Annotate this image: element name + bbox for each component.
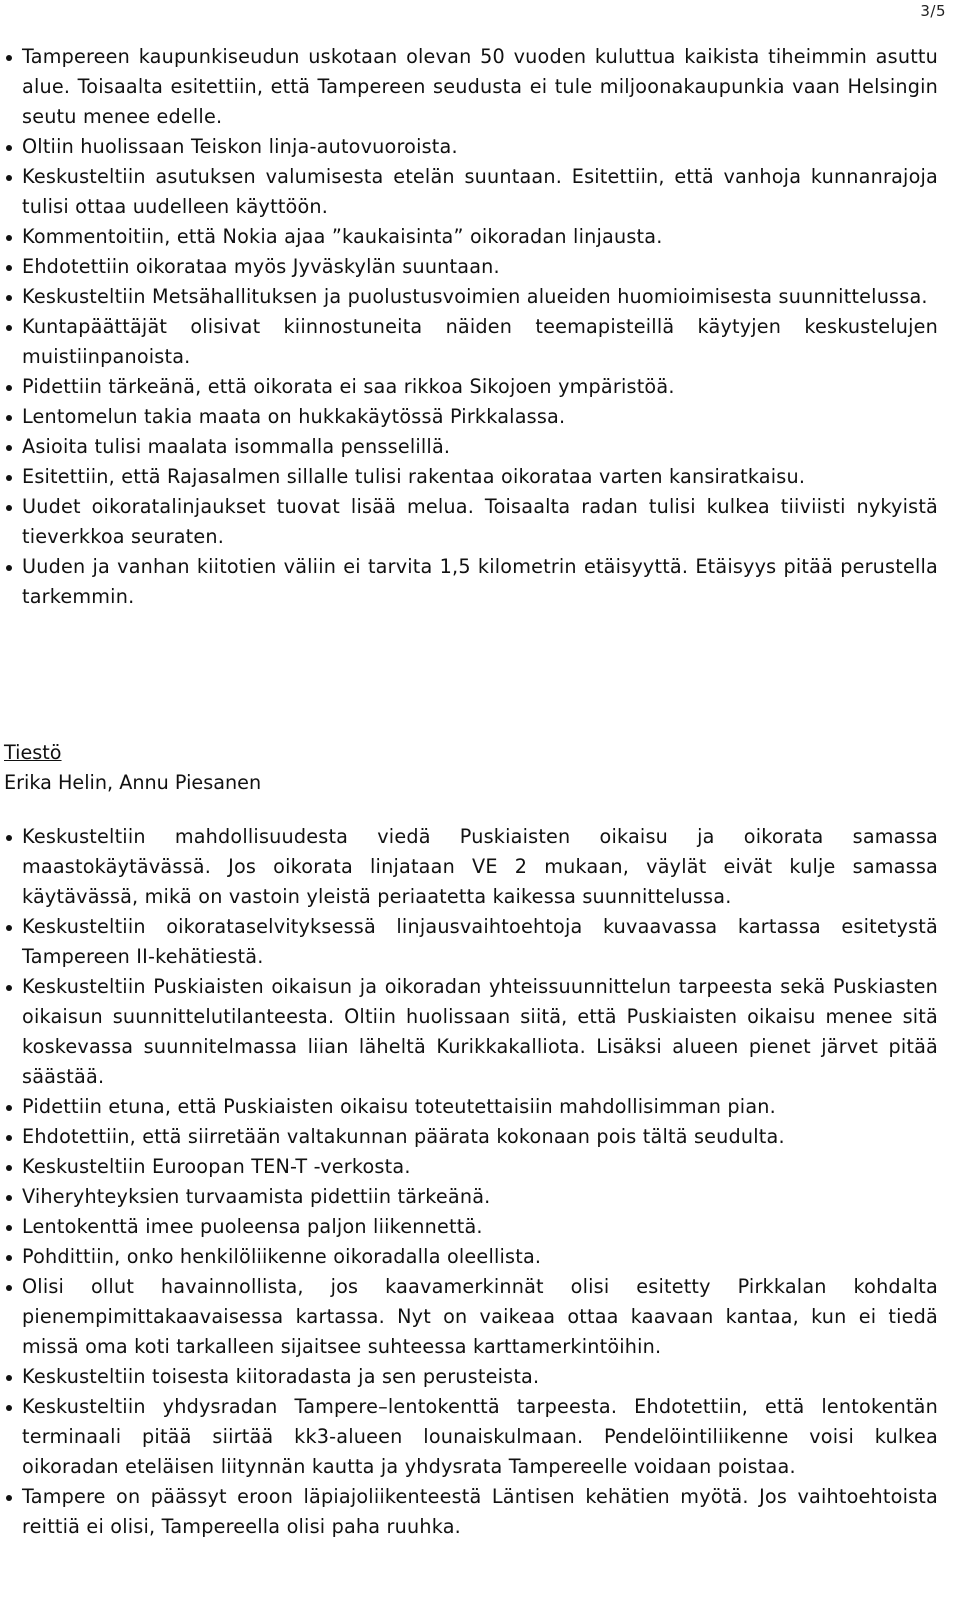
list-item-text: Asioita tulisi maalata isommalla pensselillä. (22, 435, 451, 458)
bullet-icon (4, 282, 20, 312)
list-item-text: Keskusteltiin Euroopan TEN-T -verkosta. (22, 1155, 411, 1178)
list-item-text: Esitettiin, että Rajasalmen sillalle tulisi rakentaa oikorataa varten kansiratkaisu. (22, 465, 806, 488)
list-item (4, 432, 938, 462)
list-item (4, 972, 938, 1092)
list-item-text: Lentokenttä imee puoleensa paljon liikennettä. (22, 1215, 483, 1238)
list-item (4, 822, 938, 912)
bullet-icon (4, 1272, 20, 1302)
list-item-text: Uuden ja vanhan kiitotien väliin ei tarvita 1,5 kilometrin etäisyyttä. Etäisyys pitää perustella tarkemmin. (22, 555, 938, 608)
bullet-icon (4, 372, 20, 402)
list-item (4, 492, 938, 552)
bullet-icon (4, 1242, 20, 1272)
list-item-text: Oltiin huolissaan Teiskon linja-autovuoroista. (22, 135, 458, 158)
list-item (4, 912, 938, 972)
list-item (4, 1092, 938, 1122)
list-item-text: Viheryhteyksien turvaamista pidettiin tärkeänä. (22, 1185, 491, 1208)
list-item-text: Ehdotettiin, että siirretään valtakunnan päärata kokonaan pois tältä seudulta. (22, 1125, 785, 1148)
bullet-icon (4, 912, 20, 942)
list-item (4, 222, 938, 252)
list-item (4, 1392, 938, 1482)
bullet-icon (4, 1392, 20, 1422)
list-item-text: Pohdittiin, onko henkilöliikenne oikoradalla oleellista. (22, 1245, 542, 1268)
section-authors: Erika Helin, Annu Piesanen (4, 771, 262, 794)
bullet-icon (4, 312, 20, 342)
list-item (4, 1272, 938, 1362)
list-item (4, 132, 938, 162)
list-item (4, 1182, 938, 1212)
list-item (4, 462, 938, 492)
list-item-text: Keskusteltiin oikorataselvityksessä linjausvaihtoehtoja kuvaavassa kartassa esitetystä Tampereen II-kehätiestä. (22, 915, 938, 968)
list-item-text: Pidettiin etuna, että Puskiaisten oikaisu toteutettaisiin mahdollisimman pian. (22, 1095, 776, 1118)
bullet-icon (4, 432, 20, 462)
list-item (4, 312, 938, 372)
list-item-text: Keskusteltiin Puskiaisten oikaisun ja oikoradan yhteissuunnittelun tarpeesta sekä Puskiasten oikaisun suunnittelutilanteesta. Oltiin huolissaan siitä, että Puskiaisten oikaisu menee sitä koskevassa suunnitelmassa liian läheltä Kurikkakalliota. Lisäksi alueen pienet järvet pitää säästää. (22, 975, 938, 1088)
bullet-icon (4, 42, 20, 72)
bullet-icon (4, 222, 20, 252)
list-item-text: Tampereen kaupunkiseudun uskotaan olevan 50 vuoden kuluttua kaikista tiheimmin asuttu alue. Toisaalta esitettiin, että Tampereen seudusta ei tule miljoonakaupunkia vaan Helsingin seutu menee edelle. (22, 45, 938, 128)
list-item-text: Keskusteltiin Metsähallituksen ja puolustusvoimien alueiden huomioimisesta suunnittelussa. (22, 285, 928, 308)
list-item (4, 1242, 938, 1272)
list-item-text: Keskusteltiin mahdollisuudesta viedä Puskiaisten oikaisu ja oikorata samassa maastokäytävässä. Jos oikorata linjataan VE 2 mukaan, väylät eivät kulje samassa käytävässä, mikä on vastoin yleistä periaatetta kaikessa suunnittelussa. (22, 825, 938, 908)
list-item-text: Keskusteltiin toisesta kiitoradasta ja sen perusteista. (22, 1365, 540, 1388)
list-item (4, 1362, 938, 1392)
bullet-icon (4, 1182, 20, 1212)
list-item-text: Tampere on päässyt eroon läpiajoliikenteestä Läntisen kehätien myötä. Jos vaihtoehtoista reittiä ei olisi, Tampereella olisi paha ruuhka. (22, 1485, 938, 1538)
list-item-text: Kommentoitiin, että Nokia ajaa ”kaukaisinta” oikoradan linjausta. (22, 225, 663, 248)
list-item (4, 552, 938, 612)
bullet-icon (4, 822, 20, 852)
list-item (4, 282, 938, 312)
bullet-icon (4, 132, 20, 162)
page-number: 3/5 (920, 2, 946, 20)
list-item-text: Pidettiin tärkeänä, että oikorata ei saa rikkoa Sikojoen ympäristöä. (22, 375, 675, 398)
list-item (4, 1482, 938, 1542)
list-item (4, 162, 938, 222)
list-item (4, 1122, 938, 1152)
section-title: Tiestö (4, 741, 62, 764)
list-item (4, 42, 938, 132)
bullet-icon (4, 552, 20, 582)
list-item-text: Ehdotettiin oikorataa myös Jyväskylän suuntaan. (22, 255, 500, 278)
bullet-icon (4, 492, 20, 522)
bullet-icon (4, 972, 20, 1002)
bullet-icon (4, 462, 20, 492)
list-item-text: Olisi ollut havainnollista, jos kaavamerkinnät olisi esitetty Pirkkalan kohdalta pienempimittakaavaisessa kartassa. Nyt on vaikeaa ottaa kaavaan kantaa, kun ei tiedä missä oma koti tarkalleen sijaitsee suhteessa karttamerkintöihin. (22, 1275, 938, 1358)
bullet-icon (4, 402, 20, 432)
list-item-text: Keskusteltiin asutuksen valumisesta etelän suuntaan. Esitettiin, että vanhoja kunnanrajoja tulisi ottaa uudelleen käyttöön. (22, 165, 938, 218)
bullet-icon (4, 162, 20, 192)
list-item (4, 1212, 938, 1242)
list-item-text: Lentomelun takia maata on hukkakäytössä Pirkkalassa. (22, 405, 566, 428)
bullet-icon (4, 1482, 20, 1512)
list-item (4, 252, 938, 282)
list-item (4, 372, 938, 402)
bottom-bullet-list (4, 822, 938, 1542)
list-item (4, 402, 938, 432)
bullet-icon (4, 1092, 20, 1122)
bullet-icon (4, 1212, 20, 1242)
list-item-text: Keskusteltiin yhdysradan Tampere–lentokenttä tarpeesta. Ehdotettiin, että lentokentän terminaali pitää siirtää kk3-alueen lounaiskulmaan. Pendelöintiliikenne voisi kulkea oikoradan eteläisen liitynnän kautta ja yhdysrata Tampereelle voidaan poistaa. (22, 1395, 938, 1478)
bullet-icon (4, 252, 20, 282)
bullet-icon (4, 1122, 20, 1152)
top-bullet-list (4, 42, 938, 612)
bullet-icon (4, 1152, 20, 1182)
list-item (4, 1152, 938, 1182)
list-item-text: Kuntapäättäjät olisivat kiinnostuneita näiden teemapisteillä käytyjen keskustelujen muistiinpanoista. (22, 315, 938, 368)
list-item-text: Uudet oikoratalinjaukset tuovat lisää melua. Toisaalta radan tulisi kulkea tiiviisti nykyistä tieverkkoa seuraten. (22, 495, 938, 548)
bullet-icon (4, 1362, 20, 1392)
